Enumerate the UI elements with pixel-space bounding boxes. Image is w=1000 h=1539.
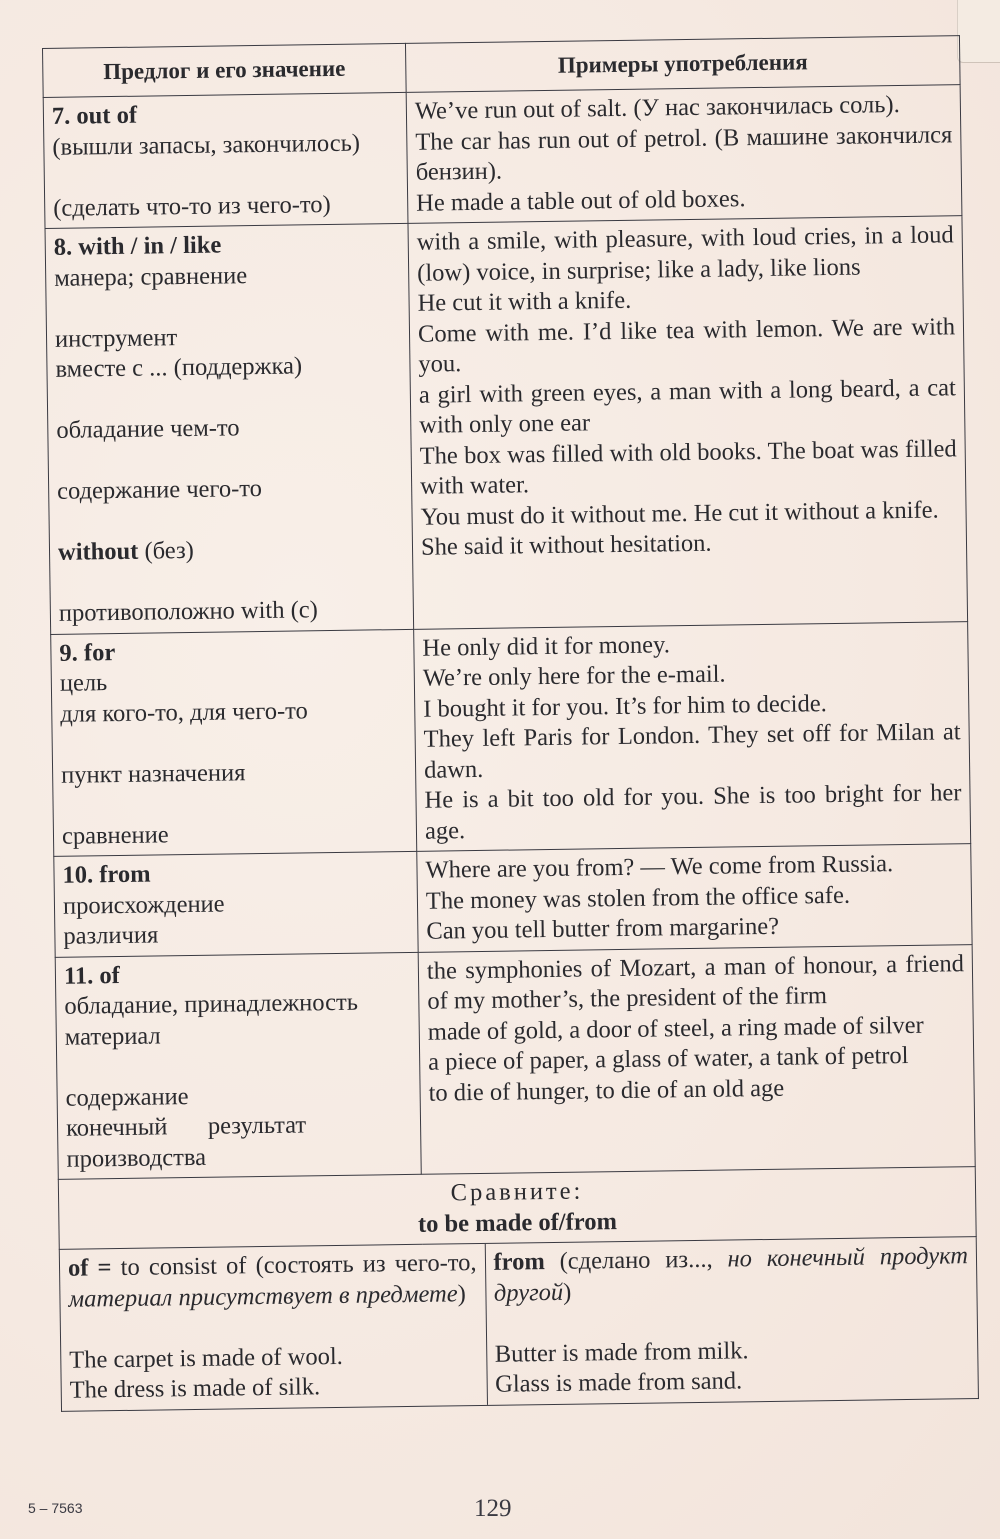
compare-content-cell — [59, 1237, 978, 1411]
preposition-table — [42, 35, 979, 1411]
meaning-text: пункт назначения — [60, 758, 246, 789]
meaning-text: инструмент — [54, 323, 178, 353]
example-text: I bought it for you. It’s for him to decide. — [423, 689, 827, 723]
compare-from-definition: from (сделано из..., но конечный продукт другой) — [493, 1242, 969, 1307]
table-row — [54, 844, 972, 957]
compare-subtable — [60, 1237, 978, 1410]
example-text: The money was stolen from the office safe. — [425, 881, 851, 915]
meaning-text: сравнение — [61, 820, 169, 850]
example-text: She said it without hesitation. — [420, 529, 712, 561]
page-number: 129 — [474, 1495, 512, 1522]
meaning-text: (вышли запасы, закончилось) — [52, 129, 361, 161]
example-text: The car has run out of petrol. (В машине закончился бензин). — [415, 120, 953, 186]
example-cell — [417, 844, 972, 952]
example-cell — [406, 85, 962, 224]
meaning-text: цель — [59, 669, 108, 697]
meaning-cell — [51, 629, 417, 857]
example-text: Come with me. I’d like tea with lemon. We are with you. — [417, 312, 956, 378]
example-text: Where are you from? — We come from Russia. — [425, 850, 894, 884]
example-cell — [418, 944, 975, 1174]
example-text: The dress is made of silk. — [69, 1373, 321, 1404]
meaning-text: для кого-то, для чего-то — [60, 696, 308, 728]
compare-of-definition: of = to consist of (состоять из чего-то, материал присутствует в предмете) — [67, 1249, 477, 1313]
compare-header-row — [58, 1167, 976, 1250]
table-row — [55, 944, 975, 1179]
example-text: Butter is made from milk. — [494, 1336, 749, 1368]
page-corner-curl — [957, 0, 1000, 63]
meaning-text: конечный результат производства — [65, 1111, 307, 1173]
table-row — [51, 621, 971, 856]
meaning-text: обладание чем-то — [56, 414, 240, 444]
example-text: the symphonies of Mozart, a man of honour, a friend of my mother’s, the president of the firm — [426, 949, 965, 1015]
of-keyword: of = — [67, 1254, 112, 1282]
compare-title: to be made of/from — [417, 1207, 618, 1238]
example-text: The box was filled with old books. The boat was filled with water. — [419, 434, 957, 500]
example-text: He cut it with a knife. — [417, 286, 632, 317]
example-text: He is a bit too old for you. She is too bright for her age. — [424, 779, 962, 845]
meaning-text: материал — [64, 1021, 161, 1051]
example-text: Glass is made from sand. — [495, 1367, 743, 1398]
example-text: He only did it for money. — [422, 630, 671, 662]
example-cell — [408, 216, 968, 629]
example-text: made of gold, a door of steel, a ring made of silver — [427, 1011, 924, 1046]
compare-of-column — [60, 1244, 487, 1410]
compare-header-cell — [58, 1167, 976, 1250]
example-text: to die of hunger, to die of an old age — [428, 1074, 785, 1107]
example-text: We’re only here for the e-mail. — [422, 660, 726, 692]
meaning-text: содержание — [65, 1082, 189, 1112]
preposition-table-sheet — [42, 35, 979, 1411]
header-preposition-meaning: Предлог и его значение — [43, 43, 407, 97]
meaning-cell — [55, 952, 421, 1180]
print-code: 5 – 7563 — [28, 1500, 83, 1516]
example-text: Can you tell butter from margarine? — [426, 912, 780, 945]
table-row — [43, 85, 962, 229]
example-text: with a smile, with pleasure, with loud cries, in a loud (low) voice, in surprise; like a lady, like lions — [416, 221, 954, 287]
example-text: He made a table out of old boxes. — [416, 184, 746, 217]
preposition-title: 8. with / in / like — [53, 231, 222, 261]
example-text: a girl with green eyes, a man with a long beard, a cat with only one ear — [418, 373, 957, 439]
without-keyword: without — [57, 537, 139, 566]
example-text: You must do it without me. He cut it without a knife. — [420, 496, 939, 531]
preposition-title: 7. out of — [51, 101, 138, 130]
meaning-text: (сделать что-то из чего-то) — [53, 190, 331, 222]
meaning-text: манера; сравнение — [54, 261, 248, 292]
meaning-text: различия — [63, 921, 159, 950]
example-text: The carpet is made of wool. — [69, 1342, 343, 1374]
compare-from-column — [485, 1237, 978, 1404]
meaning-text: вместе с ... (поддержка) — [55, 352, 303, 383]
table-row — [45, 216, 968, 634]
meaning-text-without — [58, 533, 404, 568]
without-translation: (без) — [144, 536, 194, 565]
preposition-title: 10. from — [62, 860, 151, 889]
header-usage-examples: Примеры употребления — [405, 36, 960, 93]
example-text: We’ve run out of salt. (У нас закончилась соль). — [414, 91, 900, 125]
from-keyword: from — [493, 1248, 545, 1276]
compare-label: Сравните: — [450, 1177, 584, 1207]
preposition-title: 9. for — [59, 638, 116, 667]
example-text: They left Paris for London. They set off for Milan at dawn. — [423, 718, 961, 784]
example-cell — [414, 621, 971, 851]
compare-content-row — [59, 1237, 978, 1411]
meaning-text: противоположно with (с) — [58, 596, 319, 627]
meaning-text: обладание, принадлежность — [64, 988, 359, 1020]
meaning-text: содержание чего-то — [57, 474, 263, 505]
meaning-cell — [45, 223, 414, 634]
meaning-cell — [43, 92, 408, 228]
preposition-title: 11. of — [63, 961, 120, 990]
example-text: a piece of paper, a glass of water, a tank of petrol — [428, 1042, 909, 1076]
meaning-cell — [54, 851, 418, 957]
meaning-text: происхождение — [62, 890, 225, 920]
